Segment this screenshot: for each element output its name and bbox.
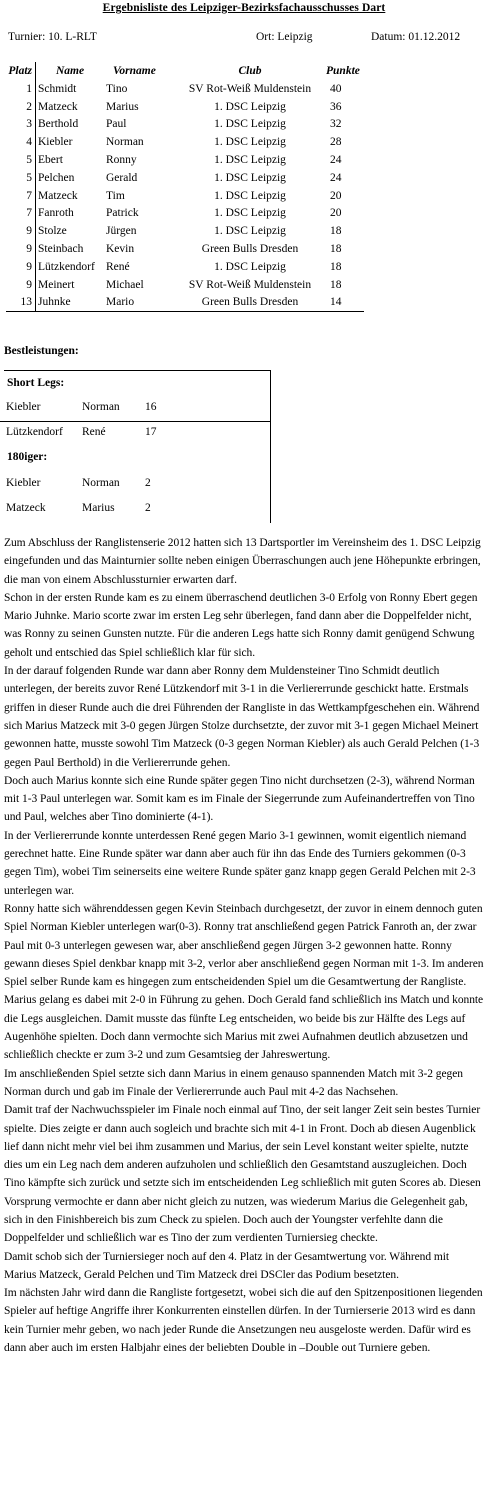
- tournament-report: [4, 534, 484, 1357]
- col-header-name: Name: [56, 65, 85, 77]
- cell-club: SV Rot-Weiß Muldenstein: [188, 278, 312, 291]
- cell-name: Berthold: [38, 118, 79, 131]
- col-header-platz: Platz: [6, 62, 36, 80]
- cell-punkte: 24: [330, 171, 342, 184]
- cell-platz: 7: [6, 205, 36, 223]
- cell-club: 1. DSC Leipzig: [214, 136, 286, 149]
- bestleistungen-box: [4, 370, 271, 523]
- cell-platz: 9: [6, 240, 36, 258]
- results-table: [6, 62, 364, 312]
- report-paragraph: Doch auch Marius konnte sich eine Runde später gegen Tino nicht durchsetzen (2-3), während Norman mit 1-3 Paul unterlegen war. Somit kam es im Finale der Siegerrunde zum Aufeinandertreffen von Tino und Paul, welches aber Tino dominierte (4-1).: [4, 774, 475, 824]
- cell-vorname: Jürgen: [106, 225, 137, 238]
- player-last-name: Matzeck: [6, 502, 46, 514]
- cell-platz: 5: [6, 151, 36, 169]
- table-row: [6, 151, 364, 169]
- cell-club: 1. DSC Leipzig: [214, 207, 286, 220]
- player-first-name: Norman: [82, 401, 120, 413]
- cell-punkte: 18: [330, 243, 342, 256]
- cell-vorname: Ronny: [106, 154, 137, 167]
- cell-club: SV Rot-Weiß Muldenstein: [188, 82, 312, 95]
- cell-vorname: Tim: [106, 189, 125, 202]
- cell-punkte: 18: [330, 278, 342, 291]
- table-row: [6, 294, 364, 312]
- cell-punkte: 20: [330, 207, 342, 220]
- cell-platz: 1: [6, 80, 36, 98]
- cell-punkte: 20: [330, 189, 342, 202]
- cell-club: 1. DSC Leipzig: [214, 100, 286, 113]
- cell-vorname: René: [106, 260, 130, 273]
- cell-punkte: 28: [330, 136, 342, 149]
- table-row: [6, 80, 364, 98]
- report-paragraph: Zum Abschluss der Ranglistenserie 2012 hatten sich 13 Dartsportler im Vereinsheim des 1. DSC Leipzig eingefunden und das Mainturnier sollte neben einigen Überraschungen auch jene Höhepunkte erbringen, die man von einem Abschlussturnier erwarten darf.: [4, 537, 481, 586]
- divider: [0, 421, 270, 422]
- cell-club: 1. DSC Leipzig: [214, 189, 286, 202]
- cell-club: 1. DSC Leipzig: [214, 154, 286, 167]
- cell-club: 1. DSC Leipzig: [214, 171, 286, 184]
- cell-name: Lützkendorf: [38, 260, 95, 273]
- cell-punkte: 18: [330, 225, 342, 238]
- cell-platz: 5: [6, 169, 36, 187]
- report-paragraph: Im nächsten Jahr wird dann die Rangliste fortgesetzt, wobei sich die auf den Spitzenpositionen liegenden Spieler auf heftige Angriffe ihrer Konkurrenten einstellen dürfen. In der Turnierserie 2013 wird es dann kein Turnier mehr geben, wo nach jeder Runde die Ansetzungen neu ausgeloste werden. Dafür wird es dann aber auch im ersten Halbjahr eines der beliebten Double in –Double out Turniere geben.: [4, 1287, 483, 1355]
- cell-vorname: Mario: [106, 294, 174, 312]
- cell-punkte: 32: [330, 118, 342, 131]
- player-last-name: Kiebler: [6, 477, 41, 489]
- cell-vorname: Marius: [106, 100, 139, 113]
- cell-name: Kiebler: [38, 136, 73, 149]
- date-label: Datum: 01.12.2012: [371, 31, 461, 43]
- cell-platz: 13: [6, 294, 36, 312]
- cell-name: Matzeck: [38, 189, 78, 202]
- player-last-name: Kiebler: [6, 401, 41, 413]
- bestleistungen-heading: Bestleistungen:: [4, 345, 79, 357]
- cell-vorname: Patrick: [106, 207, 139, 220]
- page-title: Ergebnisliste des Leipziger-Bezirksfachausschusses Dart: [102, 2, 386, 14]
- cell-vorname: Gerald: [106, 171, 138, 184]
- cell-name: Steinbach: [38, 243, 84, 256]
- table-row: [6, 116, 364, 134]
- report-paragraph: Im anschließenden Spiel setzte sich dann Marius in einem genauso spannenden Match mit 3-2 gegen Norman durch und gab im Finale der Verliererrunde auch Paul mit 4-2 das Nachsehen.: [4, 1067, 463, 1098]
- cell-platz: 7: [6, 187, 36, 205]
- cell-club: Green Bulls Dresden: [174, 294, 326, 312]
- count-value: 2: [145, 502, 151, 514]
- table-row: [6, 205, 364, 223]
- darts-value: 16: [145, 401, 157, 413]
- cell-vorname: Norman: [106, 136, 144, 149]
- table-row: [6, 98, 364, 116]
- cell-club: Green Bulls Dresden: [201, 243, 299, 256]
- cell-punkte: 40: [330, 82, 342, 95]
- cell-club: 1. DSC Leipzig: [214, 260, 286, 273]
- col-header-club: Club: [238, 65, 262, 77]
- cell-vorname: Michael: [106, 278, 144, 291]
- player-first-name: René: [82, 426, 106, 438]
- cell-name: Ebert: [38, 154, 63, 167]
- cell-name: Stolze: [38, 225, 67, 238]
- cell-platz: 4: [6, 133, 36, 151]
- cell-name: Matzeck: [38, 100, 78, 113]
- short-legs-title: Short Legs:: [7, 377, 65, 389]
- results-header-row: [6, 62, 364, 80]
- table-row: [6, 276, 364, 294]
- count-value: 2: [145, 477, 151, 489]
- results-body: [6, 80, 364, 312]
- darts-value: 17: [145, 426, 157, 438]
- report-paragraph: Damit schob sich der Turniersieger noch auf den 4. Platz in der Gesamtwertung vor. Während mit Marius Matzeck, Gerald Pelchen und Tim Matzeck drei DSCler das Podium besetzten.: [4, 1250, 450, 1281]
- col-header-punkte: Punkte: [326, 65, 360, 77]
- cell-vorname: Kevin: [106, 243, 135, 256]
- report-paragraph: Ronny hatte sich währenddessen gegen Kevin Steinbach durchgesetzt, der zuvor in einem dennoch guten Spiel Norman Kiebler unterlegen war(0-3). Ronny trat anschließend gegen Patrick Fanroth an, der zwar Paul mit 0-3 unterlegen gewesen war, aber anschließend gegen Jürgen 3-2 gewonnen hatte. Ronny gewann dieses Spiel denkbar knapp mit 3-2, verlor aber anschließend gegen Norman mit 1-3. Im anderen Spiel selber Runde kam es hingegen zum entscheidenden Spiel um die Gesamtwertung der Rangliste. Marius gelang es dabei mit 2-0 in Führung zu gehen. Doch Gerald fand schließlich ins Match und konnte die Legs ausgleichen. Damit musste das fünfte Leg entscheiden, wo beide bis zur Hälfte des Legs auf Augenhöhe spielten. Doch dann vermochte sich Marius mit zwei Aufnahmen deutlich abzusetzen und schließlich checkte er zum 3-2 und zum Gesamtsieg der Jahreswertung.: [4, 902, 484, 1062]
- cell-vorname: Tino: [106, 82, 128, 95]
- cell-platz: 9: [6, 222, 36, 240]
- cell-club: 1. DSC Leipzig: [214, 225, 286, 238]
- cell-platz: 9: [6, 258, 36, 276]
- player-first-name: Marius: [82, 502, 115, 514]
- player-last-name: Lützkendorf: [6, 426, 63, 438]
- report-paragraph: In der darauf folgenden Runde war dann aber Ronny dem Muldensteiner Tino Schmidt deutlich unterlegen, der bereits zuvor René Lützkendorf mit 3-1 in die Verliererrunde geschickt hatte. Erstmals griffen in dieser Runde auch die drei Führenden der Rangliste in das Wettkampfgeschehen ein. Während sich Marius Matzeck mit 3-0 gegen Jürgen Stolze durchsetzte, der zuvor mit 3-1 gegen Michael Meinert gewonnen hatte, musste sowohl Tim Matzeck (0-3 gegen Norman Kiebler) als auch Gerald Pelchen (1-3 gegen Paul Berthold) in die Verliererrunde gehen.: [4, 665, 480, 769]
- report-paragraph: Schon in der ersten Runde kam es zu einem überraschend deutlichen 3-0 Erfolg von Ronny Ebert gegen Mario Juhnke. Mario scorte zwar im ersten Leg sehr überlegen, fand dann aber die Doppelfelder nicht, was Ronny zu seinen Gunsten nutzte. Für die anderen Legs hatte sich Ronny damit genügend Schwung geholt und entschied das Spiel schließlich klar für sich.: [4, 591, 478, 659]
- player-first-name: Norman: [82, 477, 120, 489]
- cell-name: Juhnke: [36, 294, 107, 312]
- cell-punkte: 36: [330, 100, 342, 113]
- cell-punkte: 18: [330, 260, 342, 273]
- oneeighty-title: 180iger:: [7, 451, 48, 463]
- cell-name: Pelchen: [38, 171, 75, 184]
- cell-name: Schmidt: [38, 82, 77, 95]
- table-row: [6, 258, 364, 276]
- cell-name: Fanroth: [38, 207, 74, 220]
- table-row: [6, 222, 364, 240]
- cell-name: Meinert: [38, 278, 75, 291]
- cell-club: 1. DSC Leipzig: [214, 118, 286, 131]
- col-header-vorname: Vorname: [113, 65, 156, 77]
- report-paragraph: In der Verliererrunde konnte unterdessen René gegen Mario 3-1 gewinnen, womit eigentlich niemand gerechnet hatte. Eine Runde später war dann aber auch für ihn das Ende des Turniers gekommen (0-3 gegen Tim), wobei Tim seinerseits eine weitere Runde später ganz knapp gegen Gerald Pelchen mit 2-3 unterlegen war.: [4, 829, 476, 897]
- cell-vorname: Paul: [106, 118, 127, 131]
- report-paragraph: Damit traf der Nachwuchsspieler im Finale noch einmal auf Tino, der seit langer Zeit sein bestes Turnier spielte. Dies zeigte er dann auch sogleich und brachte sich mit 4-1 in Front. Doch ab diesen Augenblick lief dann nicht mehr viel bei ihm zusammen und Marius, der sein Level konstant weiter spielte, nutzte dies um ein Leg nach dem anderen aufzuholen und schließlich den Gesamtstand auszugleichen. Doch Tino kämpfte sich zurück und setzte sich im entscheidenden Leg schließlich mit guten Scores ab. Diesen Vorsprung vermochte er dann aber nicht gleich zu nutzen, was wiederum Marius die Gelegenheit gab, sich in den Finishbereich bis zum Check zu spielen. Doch auch der Youngster verfehlte dann die Doppelfelder und schließlich war es Tino der zum verdienten Turniersieg checkte.: [4, 1104, 481, 1245]
- tournament-label: Turnier: 10. L-RLT: [8, 31, 97, 43]
- location-label: Ort: Leipzig: [256, 31, 313, 43]
- cell-punkte: 24: [330, 154, 342, 167]
- table-row: [6, 133, 364, 151]
- cell-punkte: 14: [326, 294, 364, 312]
- table-row: [6, 169, 364, 187]
- table-row: [6, 240, 364, 258]
- cell-platz: 3: [6, 116, 36, 134]
- cell-platz: 2: [6, 98, 36, 116]
- table-row: [6, 187, 364, 205]
- cell-platz: 9: [6, 276, 36, 294]
